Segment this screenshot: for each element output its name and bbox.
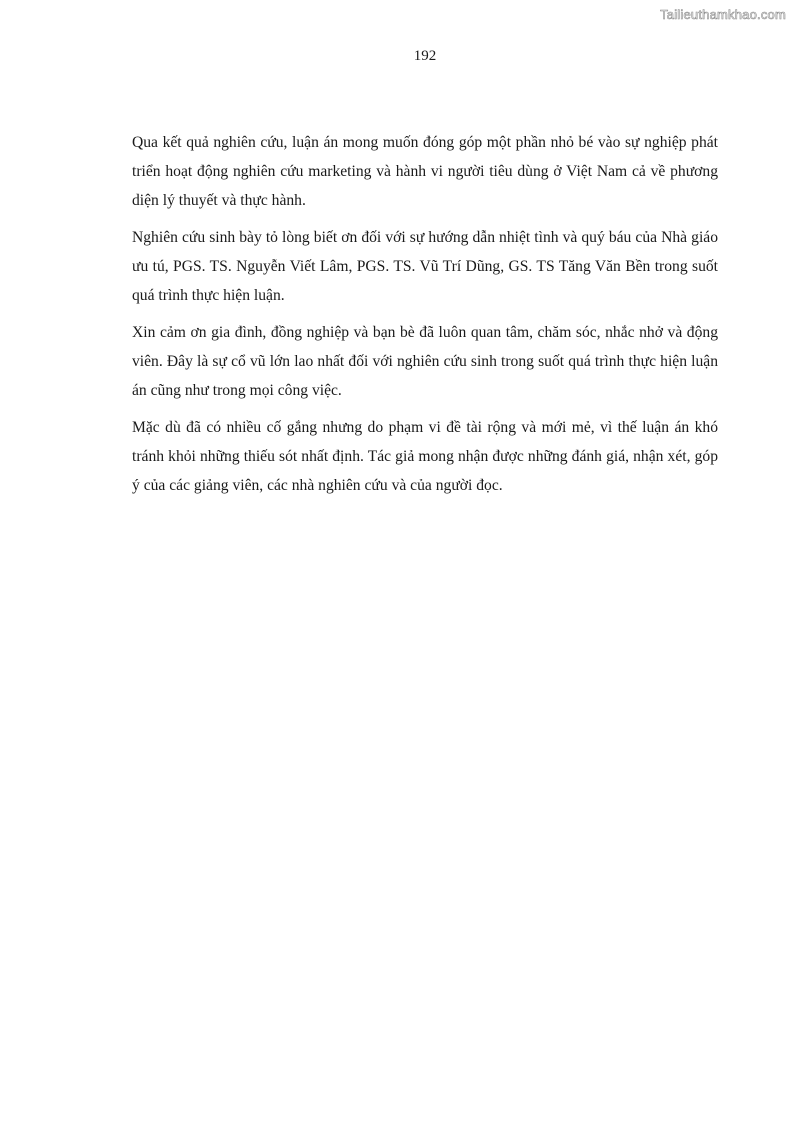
- paragraph: Qua kết quả nghiên cứu, luận án mong muốn đóng góp một phần nhỏ bé vào sự nghiệp phát triển hoạt động nghiên cứu marketing và hành vi người tiêu dùng ở Việt Nam cả về phương diện lý thuyết và thực hành.: [132, 134, 718, 209]
- paragraph: Mặc dù đã có nhiều cố gắng nhưng do phạm vi đề tài rộng và mới mẻ, vì thế luận án khó tránh khỏi những thiếu sót nhất định. Tác giả mong nhận được những đánh giá, nhận xét, góp ý của các giảng viên, các nhà nghiên cứu và của người đọc.: [132, 419, 718, 494]
- document-body: [132, 128, 718, 508]
- paragraph: Nghiên cứu sinh bày tỏ lòng biết ơn đối với sự hướng dẫn nhiệt tình và quý báu của Nhà giáo ưu tú, PGS. TS. Nguyễn Viết Lâm, PGS. TS. Vũ Trí Dũng, GS. TS Tăng Văn Bền trong suốt quá trình thực hiện luận.: [132, 229, 718, 304]
- watermark: Tailieuthamkhao.com: [660, 7, 786, 22]
- page-number: 192: [413, 48, 437, 64]
- paragraph: Xin cảm ơn gia đình, đồng nghiệp và bạn bè đã luôn quan tâm, chăm sóc, nhắc nhở và động viên. Đây là sự cổ vũ lớn lao nhất đối với nghiên cứu sinh trong suốt quá trình thực hiện luận án cũng như trong mọi công việc.: [132, 324, 718, 399]
